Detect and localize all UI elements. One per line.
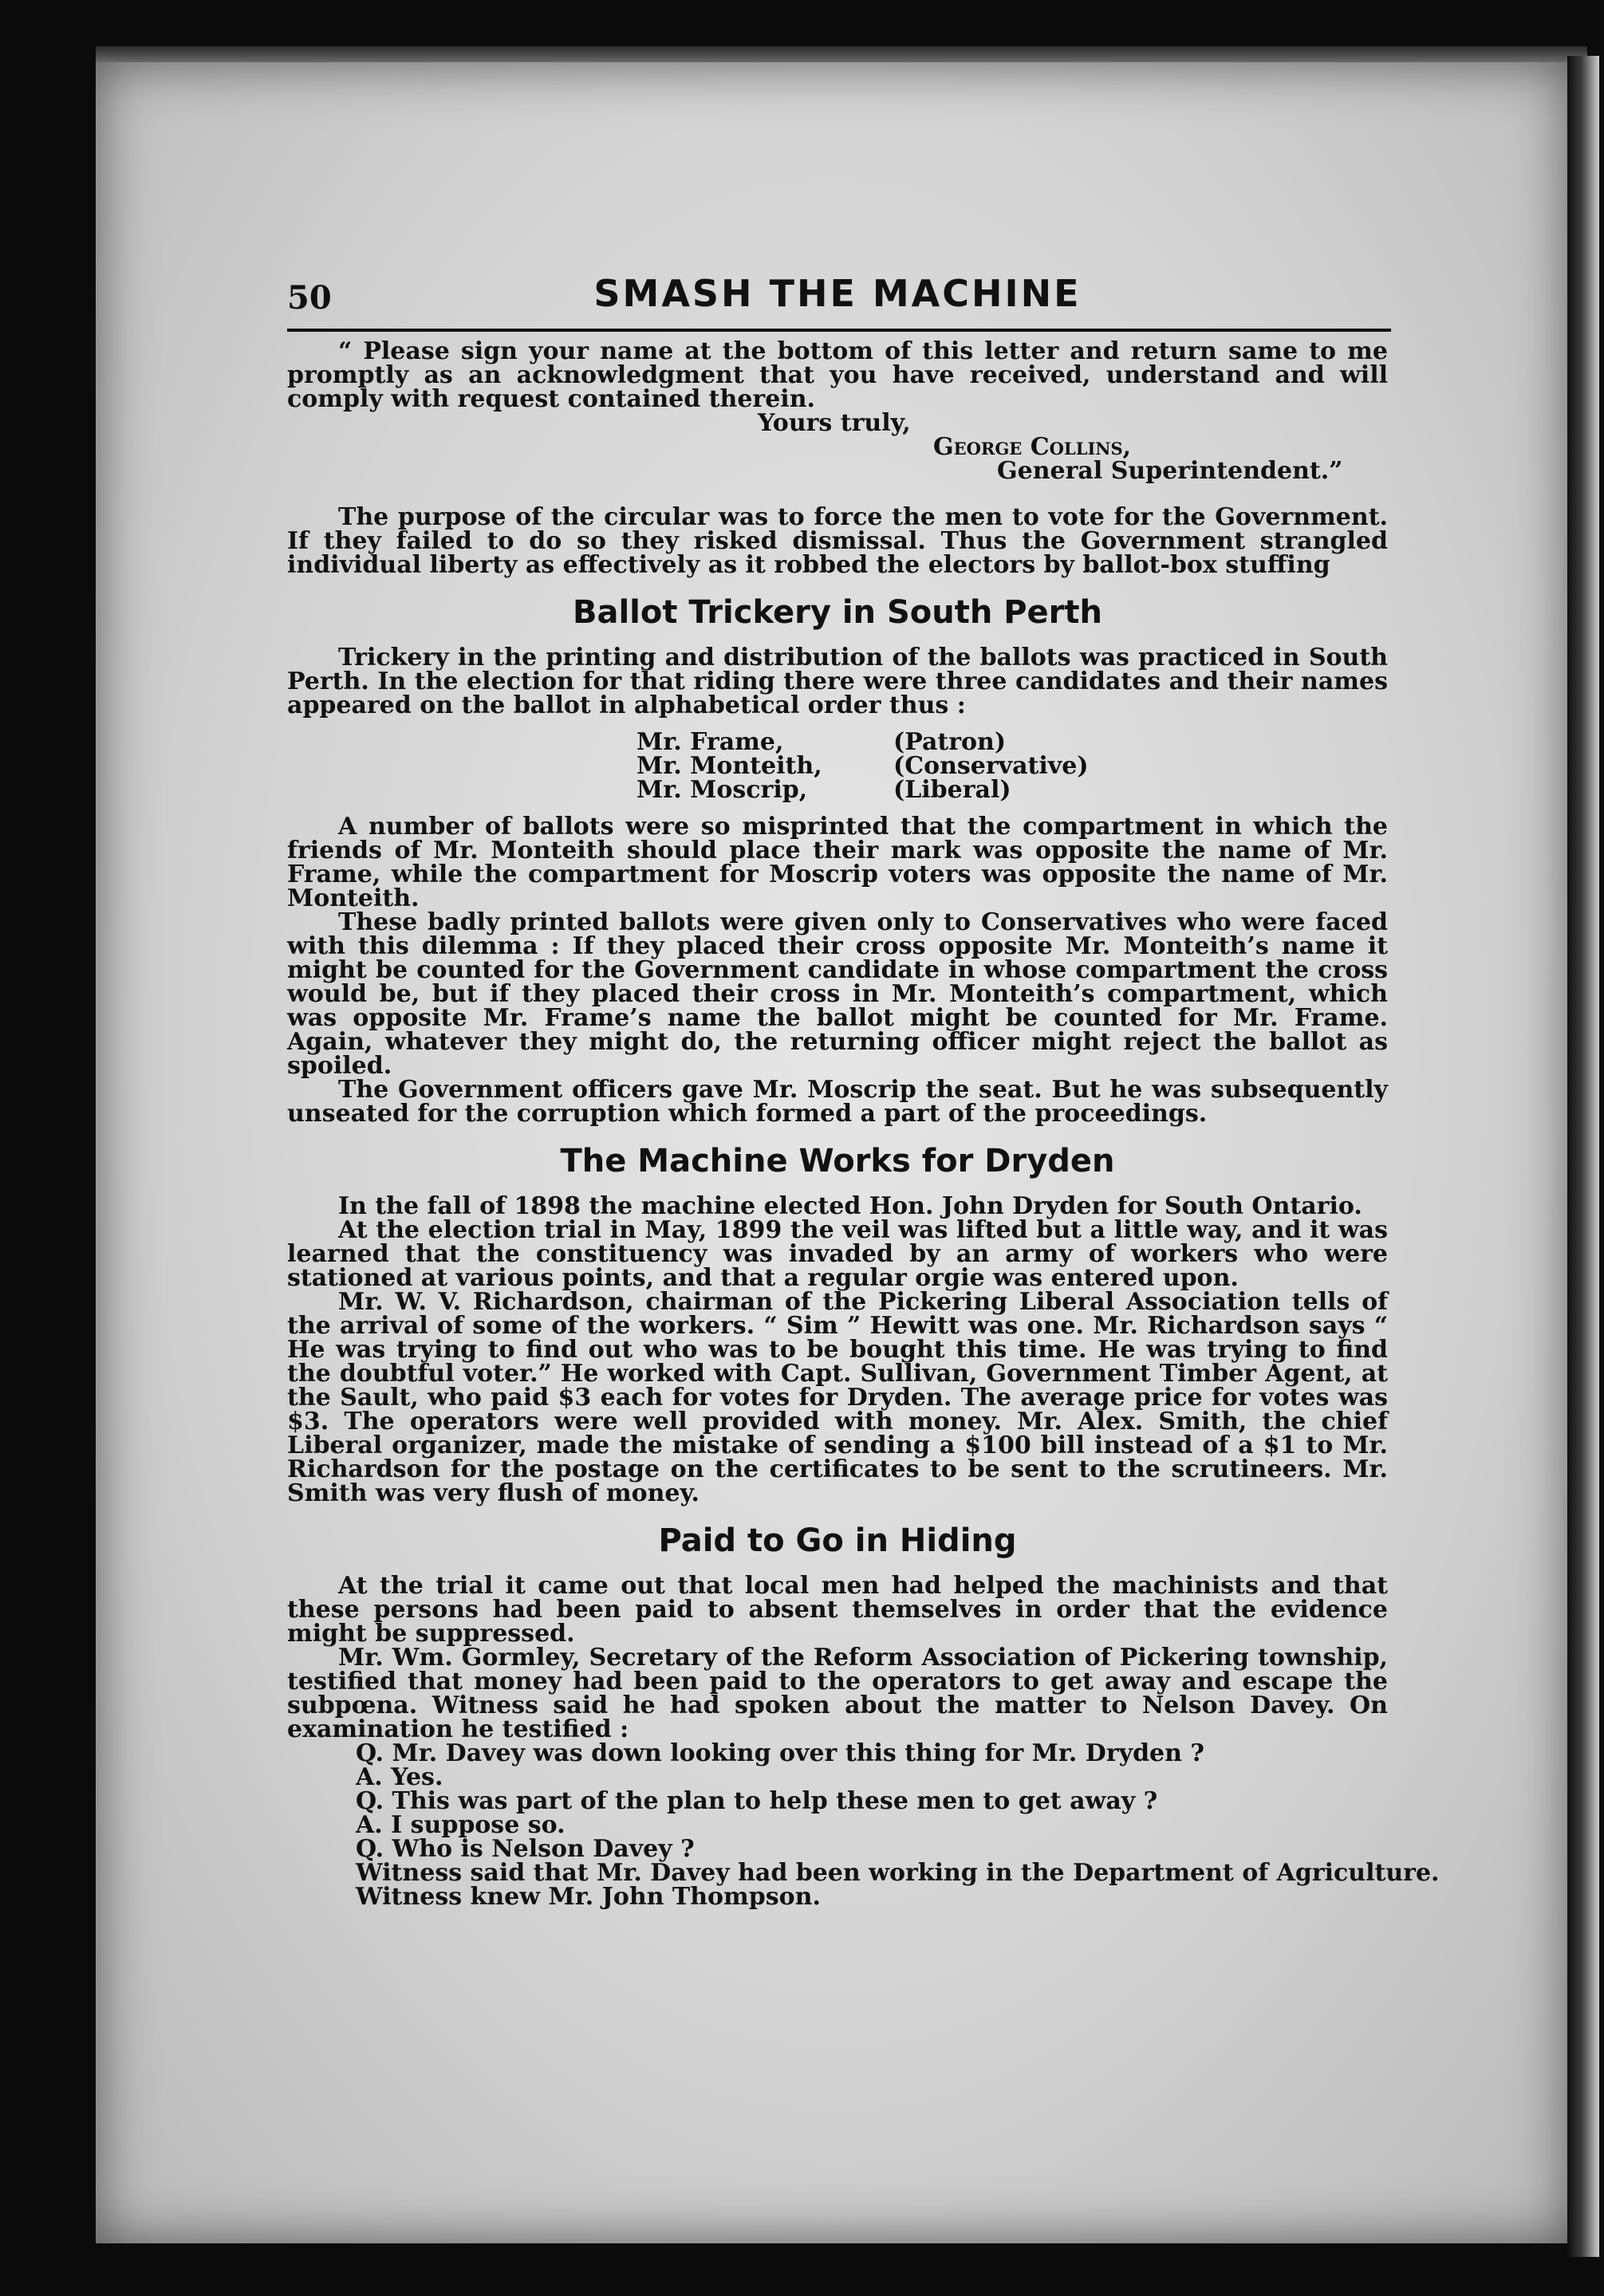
heading-paid-to-hide: Paid to Go in Hiding: [658, 1522, 1017, 1559]
heading-machine-works: The Machine Works for Dryden: [560, 1143, 1115, 1180]
closing-line: Witness knew Mr. John Thompson.: [356, 1883, 821, 1911]
testimony-line: A. I suppose so.: [356, 1811, 566, 1839]
letter-signer-title: General Superintendent.”: [997, 457, 1343, 485]
candidate-list: [636, 728, 1388, 804]
candidate-name: Mr. Frame,: [636, 728, 784, 756]
candidate-row: [636, 754, 1388, 778]
running-title: SMASH THE MACHINE: [593, 272, 1082, 315]
header-rule: [287, 329, 1391, 332]
letter-body: “ Please sign your name at the bottom of this letter and return same to me promptly as an acknowledgment that you have received, understand and will comply with request contained therein.: [287, 337, 1388, 413]
letter-closing: Yours truly,: [758, 409, 911, 437]
page-content: [287, 263, 1440, 1911]
testimony-line: Q. Who is Nelson Davey ?: [356, 1835, 695, 1863]
testimony-line: Q. Mr. Davey was down looking over this thing for Mr. Dryden ?: [356, 1739, 1204, 1767]
page-number: 50: [287, 279, 332, 317]
section1-paragraph: These badly printed ballots were given only to Conservatives who were faced with this dilemma : If they placed their cross opposite Mr. Monteith’s name it might be counted for the Government candidate in whose compartment the cross would be, but if they placed their cross in Mr. Monteith’s compartment, which was opposite Mr. Frame’s name the ballot might be counted for Mr. Frame. Again, whatever they might do, the returning officer might reject the ballot as spoiled.: [287, 908, 1388, 1080]
section1-intro: Trickery in the printing and distribution of the ballots was practiced in South Perth. In the election for that riding there were three candidates and their names appeared on the ballot in alphabetical order thus :: [287, 644, 1388, 719]
candidate-party: (Liberal): [893, 776, 1011, 804]
section1-paragraph: A number of ballots were so misprinted that the compartment in which the friends of Mr. Monteith should place their mark was opposite the name of Mr. Frame, while the compartment for Moscrip voters was opposite the name of Mr. Monteith.: [287, 813, 1388, 912]
testimony-line: A. Yes.: [356, 1763, 443, 1791]
adjacent-page-edge: [1567, 56, 1599, 2257]
section1-paragraph: The Government officers gave Mr. Moscrip the seat. But he was subsequently unseated for the corruption which formed a part of the proceedings.: [287, 1076, 1388, 1128]
section3-paragraph: Mr. Wm. Gormley, Secretary of the Reform Association of Pickering township, testified that money had been paid to the operators to get away and escape the subpœna. Witness said he had spoken about the matter to Nelson Davey. On examination he testified :: [287, 1644, 1388, 1743]
running-head: [287, 263, 1388, 317]
candidate-row: [636, 728, 1388, 756]
closing-line: Witness said that Mr. Davey had been working in the Department of Agriculture.: [356, 1859, 1440, 1887]
section2-paragraph: Mr. W. V. Richardson, chairman of the Pickering Liberal Association tells of the arrival of some of the workers. “ Sim ” Hewitt was one. Mr. Richardson says “ He was trying to find out who was to be bought this time. He was trying to find the doubtful voter.” He worked with Capt. Sullivan, Government Timber Agent, at the Sault, who paid $3 each for votes for Dryden. The average price for votes was $3. The operators were well provided with money. Mr. Alex. Smith, the chief Liberal organizer, made the mistake of sending a $100 bill instead of a $1 to Mr. Richardson for the postage on the certificates to be sent to the scrutineers. Mr. Smith was very flush of money.: [287, 1288, 1388, 1507]
section3-paragraph: At the trial it came out that local men had helped the machinists and that these persons had been paid to absent themselves in order that the evidence might be suppressed.: [287, 1572, 1388, 1648]
section2-paragraph: At the election trial in May, 1899 the veil was lifted but a little way, and it was learned that the constituency was invaded by an army of workers who were stationed at various points, and that a regular orgie was entered upon.: [287, 1216, 1388, 1292]
paragraph-circular: The purpose of the circular was to force the men to vote for the Government. If they failed to do so they risked dismissal. Thus the Government strangled individual liberty as effectively as it robbed the electors by ballot-box stuffing: [287, 503, 1388, 579]
heading-ballot-trickery: Ballot Trickery in South Perth: [572, 594, 1103, 631]
candidate-name: Mr. Monteith,: [636, 752, 822, 780]
testimony-line: Q. This was part of the plan to help these men to get away ?: [356, 1787, 1158, 1815]
letter-signer: George Collins,: [933, 433, 1132, 461]
candidate-row: [636, 778, 1388, 802]
section2-paragraph: In the fall of 1898 the machine elected Hon. John Dryden for South Ontario.: [338, 1192, 1362, 1220]
candidate-party: (Patron): [893, 728, 1007, 756]
candidate-party: (Conservative): [893, 752, 1089, 780]
candidate-name: Mr. Moscrip,: [636, 776, 808, 804]
